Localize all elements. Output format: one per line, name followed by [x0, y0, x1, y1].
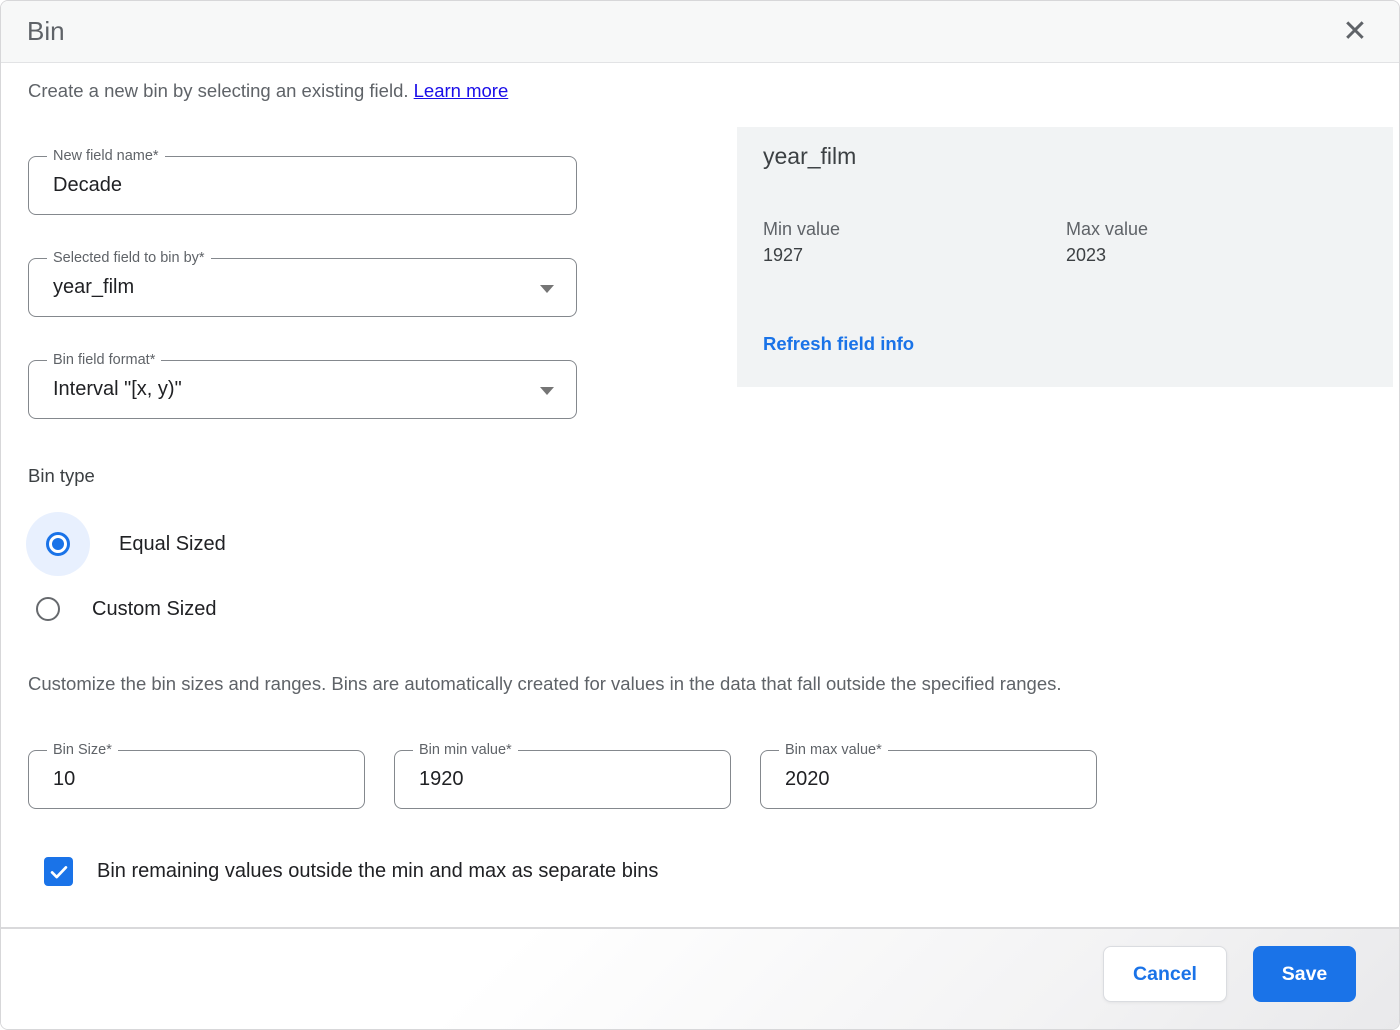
bin-format-dropdown[interactable] — [28, 352, 577, 419]
radio-halo — [26, 512, 90, 576]
selected-field-label: Selected field to bin by* — [47, 250, 211, 266]
chevron-down-icon — [540, 387, 554, 395]
checkbox-checked-icon[interactable] — [44, 857, 73, 886]
bin-min-label: Bin min value* — [413, 742, 518, 758]
new-field-name-input[interactable] — [29, 157, 576, 214]
field-info-max — [1066, 219, 1148, 266]
new-field-name-label: New field name* — [47, 148, 165, 164]
remaining-values-checkbox-label[interactable]: Bin remaining values outside the min and max as separate bins — [97, 860, 659, 882]
radio-selected-icon — [46, 532, 70, 556]
selected-field-dropdown[interactable] — [28, 250, 577, 317]
bin-type-label: Bin type — [28, 465, 95, 486]
chevron-down-icon — [540, 285, 554, 293]
remaining-values-checkbox-row[interactable] — [44, 857, 658, 886]
min-value: 1927 — [763, 245, 804, 265]
intro-text — [28, 80, 508, 102]
bin-max-label: Bin max value* — [779, 742, 888, 758]
save-button[interactable]: Save — [1253, 946, 1356, 1002]
dialog-title: Bin — [27, 16, 65, 46]
field-info-panel — [737, 127, 1393, 387]
intro-sentence: Create a new bin by selecting an existing field. — [28, 80, 409, 101]
field-info-min — [763, 219, 840, 266]
close-icon[interactable]: ✕ — [1342, 14, 1368, 48]
dialog-footer — [1, 927, 1399, 1029]
customize-description: Customize the bin sizes and ranges. Bins are automatically created for values in the data that fall outside the specified ranges. — [28, 673, 1062, 694]
radio-custom-sized[interactable] — [26, 589, 217, 629]
bin-size-label: Bin Size* — [47, 742, 118, 758]
learn-more-link[interactable]: Learn more — [413, 80, 509, 101]
bin-format-value: Interval "[x, y)" — [53, 378, 182, 400]
field-info-name: year_film — [763, 143, 857, 169]
cancel-button[interactable]: Cancel — [1103, 946, 1227, 1002]
selected-field-value: year_film — [53, 276, 135, 298]
radio-equal-sized[interactable] — [26, 512, 226, 576]
radio-custom-sized-label[interactable]: Custom Sized — [92, 597, 217, 620]
radio-dot — [52, 538, 64, 550]
new-field-name-field[interactable] — [28, 148, 577, 215]
radio-unselected-icon — [36, 597, 60, 621]
bin-min-field[interactable] — [394, 742, 731, 809]
check-icon — [48, 861, 70, 883]
radio-equal-sized-label[interactable]: Equal Sized — [119, 532, 226, 555]
refresh-field-info-link[interactable]: Refresh field info — [763, 333, 915, 354]
bin-format-label: Bin field format* — [47, 352, 161, 368]
min-value-label: Min value — [763, 219, 841, 239]
max-value: 2023 — [1066, 245, 1107, 265]
dialog-header — [1, 1, 1399, 63]
bin-max-input[interactable] — [761, 751, 1096, 808]
bin-max-field[interactable] — [760, 742, 1097, 809]
bin-size-field[interactable] — [28, 742, 365, 809]
bin-min-input[interactable] — [395, 751, 730, 808]
max-value-label: Max value — [1066, 219, 1149, 239]
bin-size-input[interactable] — [29, 751, 364, 808]
